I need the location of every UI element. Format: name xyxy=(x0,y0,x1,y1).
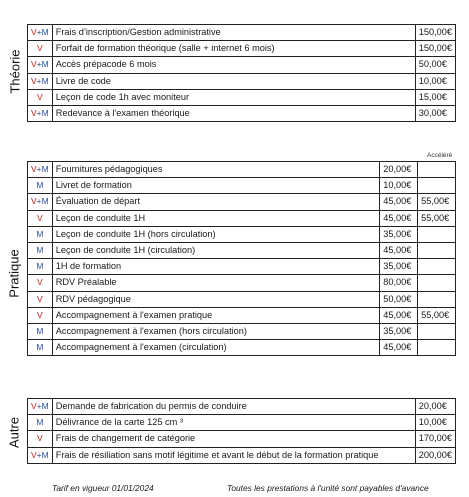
item-price: 30,00€ xyxy=(415,105,455,121)
autre-table xyxy=(27,398,456,464)
section-label-theorie: Théorie xyxy=(7,49,23,94)
item-name: Leçon de conduite 1H xyxy=(52,210,380,226)
item-price: 45,00€ xyxy=(380,210,418,226)
item-name: Livret de formation xyxy=(52,178,380,194)
item-price: 45,00€ xyxy=(380,307,418,323)
pratique-table xyxy=(27,161,456,356)
theorie-table xyxy=(27,24,456,122)
item-name: Accompagnement à l'examen pratique xyxy=(52,307,380,323)
code-badge: V+M xyxy=(28,194,53,210)
table-row xyxy=(28,307,456,323)
code-badge: V xyxy=(28,307,53,323)
table-row xyxy=(28,399,456,415)
item-name: Frais d’inscription/Gestion administrative xyxy=(52,25,415,41)
item-name: Accompagnement à l'examen (hors circulation) xyxy=(52,323,380,339)
item-price: 150,00€ xyxy=(415,25,455,41)
code-badge: M xyxy=(28,323,53,339)
code-badge: M xyxy=(28,242,53,258)
table-row xyxy=(28,57,456,73)
item-name: Délivrance de la carte 125 cm ³ xyxy=(52,415,415,431)
item-price: 35,00€ xyxy=(380,259,418,275)
table-row xyxy=(28,431,456,447)
item-name: 1H de formation xyxy=(52,259,380,275)
item-name: Accompagnement à l'examen (circulation) xyxy=(52,340,380,356)
table-row xyxy=(28,105,456,121)
item-price-accelere xyxy=(418,323,456,339)
item-name: Redevance à l'examen théorique xyxy=(52,105,415,121)
table-row xyxy=(28,259,456,275)
item-name: Leçon de conduite 1H (hors circulation) xyxy=(52,226,380,242)
code-badge: M xyxy=(28,178,53,194)
item-price: 170,00€ xyxy=(415,431,455,447)
item-price: 10,00€ xyxy=(380,178,418,194)
section-label-pratique: Pratique xyxy=(6,249,22,298)
code-badge: V+M xyxy=(28,73,53,89)
item-price-accelere: 55,00€ xyxy=(418,194,456,210)
table-row xyxy=(28,162,456,178)
footer-tarif: Tarif en vigueur 01/01/2024 xyxy=(52,483,154,493)
item-price: 15,00€ xyxy=(415,89,455,105)
item-price: 10,00€ xyxy=(415,415,455,431)
item-price-accelere xyxy=(418,340,456,356)
code-badge: M xyxy=(28,340,53,356)
code-badge: V xyxy=(28,89,53,105)
table-row xyxy=(28,275,456,291)
item-price-accelere: 55,00€ xyxy=(418,210,456,226)
code-badge: V+M xyxy=(28,162,53,178)
table-row xyxy=(28,89,456,105)
item-name: Forfait de formation théorique (salle + internet 6 mois) xyxy=(52,41,415,57)
item-name: Frais de résiliation sans motif légitime et avant le début de la formation pratique xyxy=(52,447,415,463)
table-row xyxy=(28,41,456,57)
item-price: 10,00€ xyxy=(415,73,455,89)
item-name: Leçon de conduite 1H (circulation) xyxy=(52,242,380,258)
item-price-accelere xyxy=(418,242,456,258)
item-price: 80,00€ xyxy=(380,275,418,291)
table-row xyxy=(28,194,456,210)
item-name: Demande de fabrication du permis de conduire xyxy=(52,399,415,415)
item-name: Évaluation de départ xyxy=(52,194,380,210)
code-badge: V xyxy=(28,210,53,226)
item-price: 35,00€ xyxy=(380,226,418,242)
accelere-header: Accéléré xyxy=(427,152,453,159)
item-price-accelere xyxy=(418,178,456,194)
item-price: 150,00€ xyxy=(415,41,455,57)
code-badge: V+M xyxy=(28,105,53,121)
table-row xyxy=(28,415,456,431)
item-price: 50,00€ xyxy=(380,291,418,307)
item-price-accelere xyxy=(418,162,456,178)
item-price: 45,00€ xyxy=(380,242,418,258)
item-price: 50,00€ xyxy=(415,57,455,73)
table-row xyxy=(28,210,456,226)
item-price-accelere xyxy=(418,291,456,307)
footer-note: Toutes les prestations à l'unité sont payables d'avance xyxy=(227,483,429,493)
item-name: RDV Préalable xyxy=(52,275,380,291)
section-label-autre: Autre xyxy=(6,416,22,449)
table-row xyxy=(28,242,456,258)
table-row xyxy=(28,323,456,339)
item-price: 45,00€ xyxy=(380,194,418,210)
item-price: 45,00€ xyxy=(380,340,418,356)
table-row xyxy=(28,447,456,463)
code-badge: V xyxy=(28,431,53,447)
item-price-accelere xyxy=(418,226,456,242)
item-price: 20,00€ xyxy=(380,162,418,178)
table-row xyxy=(28,226,456,242)
item-name: Frais de changement de catégorie xyxy=(52,431,415,447)
code-badge: V+M xyxy=(28,447,53,463)
table-row xyxy=(28,73,456,89)
item-price: 200,00€ xyxy=(415,447,455,463)
table-row xyxy=(28,178,456,194)
item-name: Leçon de code 1h avec moniteur xyxy=(52,89,415,105)
item-name: Livre de code xyxy=(52,73,415,89)
table-row xyxy=(28,291,456,307)
item-price: 20,00€ xyxy=(415,399,455,415)
table-row xyxy=(28,340,456,356)
code-badge: M xyxy=(28,259,53,275)
item-name: Accès prépacode 6 mois xyxy=(52,57,415,73)
code-badge: V xyxy=(28,291,53,307)
code-badge: V xyxy=(28,41,53,57)
code-badge: M xyxy=(28,226,53,242)
item-name: Fournitures pédagogiques xyxy=(52,162,380,178)
code-badge: V+M xyxy=(28,57,53,73)
item-name: RDV pédagogique xyxy=(52,291,380,307)
item-price-accelere xyxy=(418,259,456,275)
code-badge: V+M xyxy=(28,399,53,415)
code-badge: V xyxy=(28,275,53,291)
code-badge: V+M xyxy=(28,25,53,41)
item-price-accelere xyxy=(418,275,456,291)
item-price-accelere: 55,00€ xyxy=(418,307,456,323)
code-badge: M xyxy=(28,415,53,431)
item-price: 35,00€ xyxy=(380,323,418,339)
table-row xyxy=(28,25,456,41)
